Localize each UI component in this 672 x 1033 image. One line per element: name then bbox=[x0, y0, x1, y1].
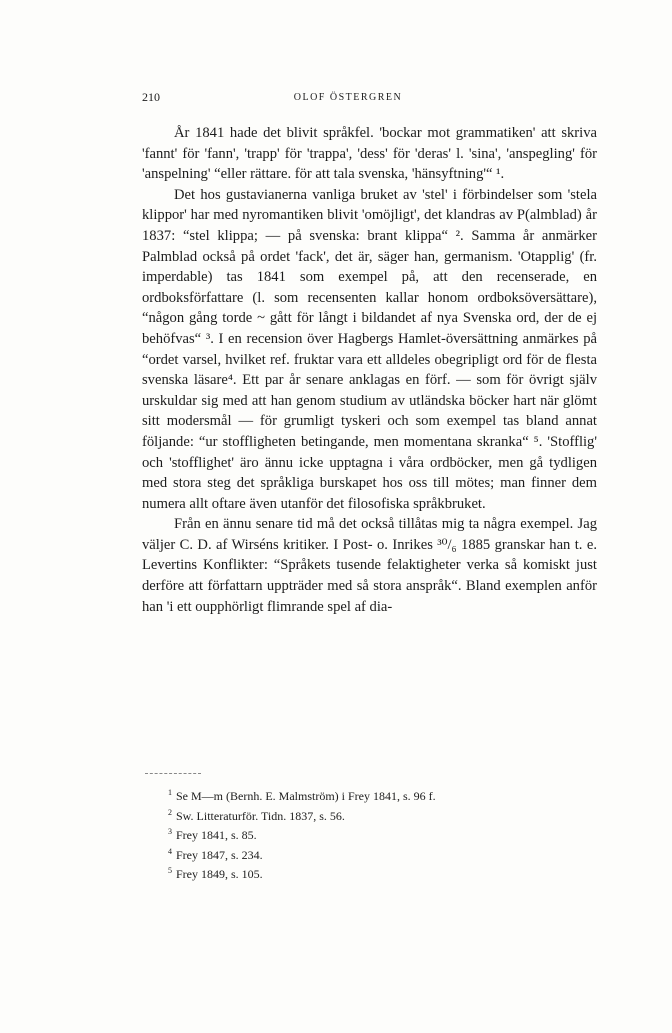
footnote-divider bbox=[145, 773, 201, 774]
footnote-text: Frey 1841, s. 85. bbox=[176, 828, 257, 843]
paragraph: Det hos gustavianerna vanliga bruket av 'stel' i förbindelser som 'stela klippor' har med nyromantiken blivit 'omöjligt', det klandras av P(almblad) år 1837: “stel klippa; — på svenska: brant klippa“ ². Samma år anmärker Palmblad också på ordet 'fack', det är, säger han, germanism. 'Otapplig' (fr. imperdable) tas 1841 som exempel på, att den recenserade, en ordboksförfattare (l. som recensenten kallar honom ordboksöversättare), “någon gång torde ~ gått för långt i bildandet af nya Svenska ord, der de ej behöfvas“ ³. I en recension över Hagbergs Hamlet-översättning anmärkes på “ordet varsel, hvilket ref. fruktar vara ett alldeles obegripligt ord för de flesta svenska läsare⁴. Ett par år senare anklagas en förf. — som för övrigt själv urskuldar sig med att han genom studium av utländska böcker hart när glömt sitt modersmål — för grumligt tyskeri och som exempel tas bland annat följande: “ur stoffligheten betingande, men momentana skranka“ ⁵. 'Stofflig' och 'stofflighet' äro ännu icke upptagna i våra ordböcker, men gå tydligen med stora steg det språkliga burskapet hos oss till mötes; man finner dem numera allt oftare även utanför det filosofiska språkbruket. bbox=[142, 186, 597, 512]
footnote-mark: 2 bbox=[168, 807, 172, 817]
footnote-mark: 1 bbox=[168, 788, 172, 797]
footnote-text: Se M—m (Bernh. E. Malmström) i Frey 1841, s. 96 f. bbox=[176, 789, 436, 803]
footnote-mark: 3 bbox=[168, 827, 172, 837]
footnote bbox=[168, 863, 588, 883]
footnote bbox=[168, 824, 588, 844]
page-number: 210 bbox=[142, 90, 160, 104]
paragraph: År 1841 hade det blivit språkfel. 'bockar mot grammatiken' att skriva 'fannt' för 'fann', 'trapp' för 'trappa', 'dess' för 'deras' l. 'sina', 'anspegling' för 'anspelning' “eller rättare. för att tala svenska, 'hänsyftning'“ ¹. bbox=[142, 125, 597, 183]
running-title: OLOF ÖSTERGREN bbox=[293, 92, 403, 103]
footnote bbox=[168, 805, 588, 825]
paragraph: Från en ännu senare tid må det också tillåtas mig ta några exempel. Jag väljer C. D. af Wirséns kritiker. I Post- o. Inrikes ³⁰/₆ 1885 granskar han t. e. Levertins Konflikter: “Språkets tusende felaktigheter verka så komiskt just derföre att författarn uppträder med så stora anspråk“. Bland exemplen anför han 'i ett oupphörligt flimrande spel af dia- bbox=[142, 516, 597, 615]
footnote bbox=[168, 785, 588, 805]
footnotes bbox=[168, 785, 588, 883]
footnote-mark: 5 bbox=[168, 866, 172, 876]
footnote-text: Frey 1849, s. 105. bbox=[176, 867, 263, 882]
footnote-text: Sw. Litteraturför. Tidn. 1837, s. 56. bbox=[176, 808, 345, 823]
footnote bbox=[168, 844, 588, 864]
body-text bbox=[142, 123, 597, 617]
footnote-text: Frey 1847, s. 234. bbox=[176, 847, 263, 862]
footnote-mark: 4 bbox=[168, 846, 172, 856]
